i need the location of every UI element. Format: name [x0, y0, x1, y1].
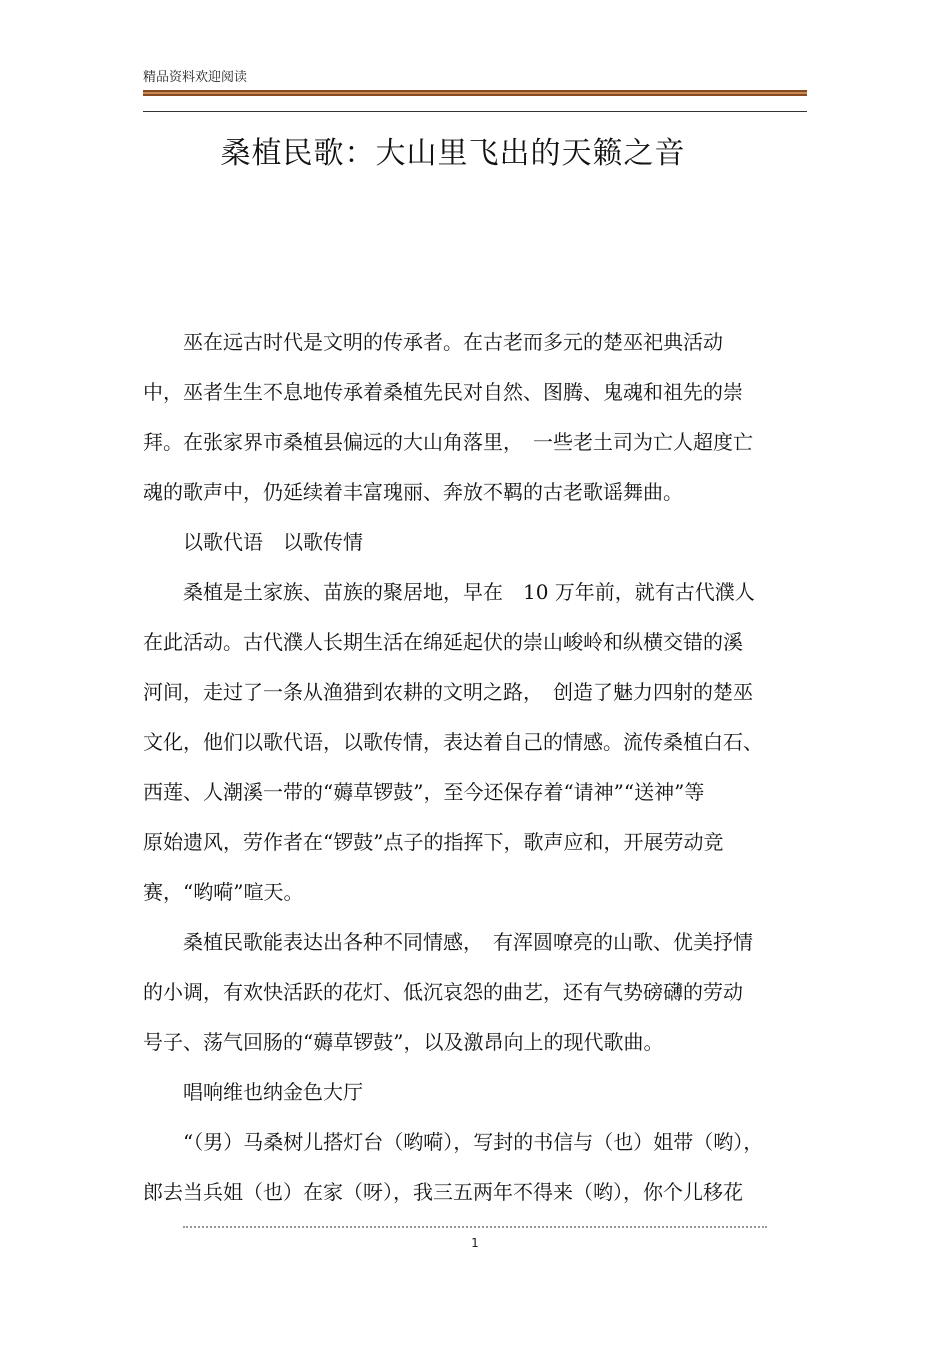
header-rule-double — [143, 90, 807, 96]
header-rule-thin — [143, 111, 807, 112]
paragraph-line: 巫在远古时代是文明的传承者。在古老而多元的楚巫祀典活动 — [143, 330, 723, 354]
paragraph-line: “（男）马桑树儿搭灯台（哟嗬），写封的书信与（也）姐带（哟）， — [143, 1130, 764, 1154]
paragraph-line: 西莲、人潮溪一带的“薅草锣鼓”，至今还保存着“请神”“送神”等 — [143, 780, 705, 804]
paragraph-line: 桑植是土家族、苗族的聚居地，早在 10 万年前，就有古代濮人 — [143, 580, 755, 604]
header-text: 精品资料欢迎阅读 — [143, 70, 248, 85]
paragraph-line: 桑植民歌能表达出各种不同情感， 有浑圆嘹亮的山歌、优美抒情 — [143, 930, 753, 954]
paragraph-line: 文化，他们以歌代语，以歌传情，表达着自己的情感。流传桑植白石、 — [143, 730, 763, 754]
footer-rule — [183, 1226, 767, 1230]
paragraph-line: 河间，走过了一条从渔猎到农耕的文明之路， 创造了魅力四射的楚巫 — [143, 680, 753, 704]
section-heading: 唱响维也纳金色大厅 — [143, 1080, 363, 1104]
paragraph-line: 中，巫者生生不息地传承着桑植先民对自然、图腾、鬼魂和祖先的崇 — [143, 380, 743, 404]
paragraph-line: 赛，“哟嗬”喧天。 — [143, 880, 304, 904]
paragraph-line: 在此活动。古代濮人长期生活在绵延起伏的崇山峻岭和纵横交错的溪 — [143, 630, 743, 654]
paragraph-line: 号子、荡气回肠的“薅草锣鼓”，以及激昂向上的现代歌曲。 — [143, 1030, 664, 1054]
document-title: 桑植民歌：大山里飞出的天籁之音 — [220, 136, 686, 171]
paragraph-line: 郎去当兵姐（也）在家（呀），我三五两年不得来（哟），你个儿移花 — [143, 1180, 743, 1204]
paragraph-line: 魂的歌声中，仍延续着丰富瑰丽、奔放不羁的古老歌谣舞曲。 — [143, 480, 683, 504]
page-number: 1 — [471, 1236, 479, 1250]
paragraph-line: 原始遗风，劳作者在“锣鼓”点子的指挥下，歌声应和，开展劳动竞 — [143, 830, 724, 854]
paragraph-line: 的小调，有欢快活跃的花灯、低沉哀怨的曲艺，还有气势磅礴的劳动 — [143, 980, 743, 1004]
section-heading: 以歌代语 以歌传情 — [143, 530, 363, 554]
paragraph-line: 拜。在张家界市桑植县偏远的大山角落里， 一些老土司为亡人超度亡 — [143, 430, 753, 454]
